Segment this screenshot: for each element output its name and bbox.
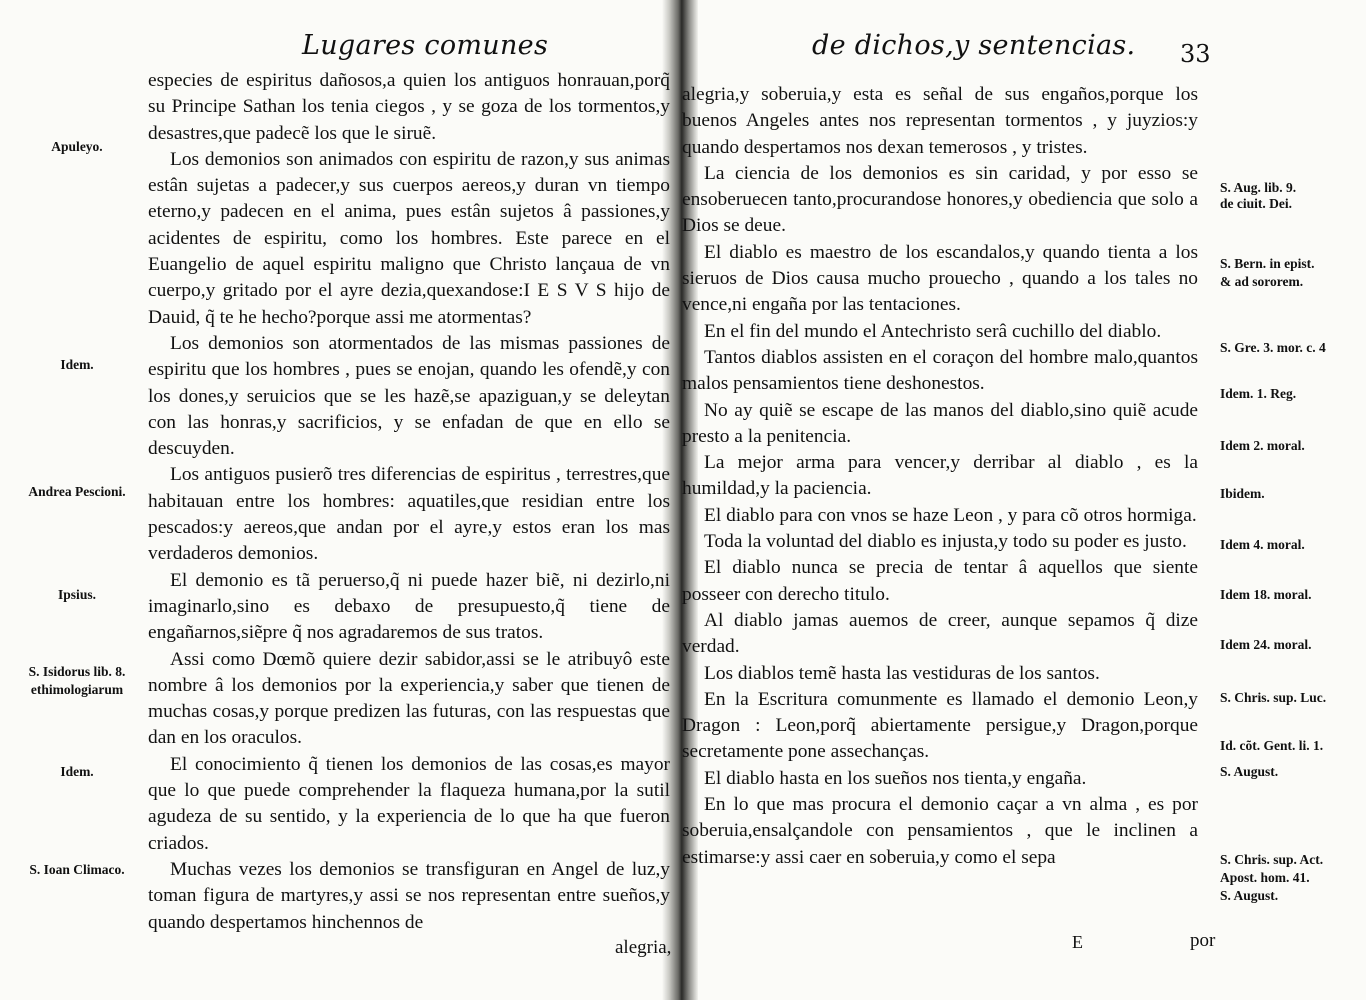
margin-note: S. Gre. 3. mor. c. 4 — [1220, 340, 1326, 355]
margin-note: S. Aug. lib. 9. — [1220, 180, 1297, 195]
right-catchword: por — [1190, 930, 1216, 951]
margin-note: & ad sororem. — [1220, 274, 1304, 289]
paragraph: La mejor arma para vencer,y derribar al diablo , es la humildad,y la paciencia. — [682, 452, 1198, 500]
margin-note: Apuleyo. — [51, 139, 103, 154]
margin-note: Idem. — [60, 357, 94, 372]
margin-note: Andrea Pescioni. — [28, 484, 126, 499]
margin-note: Idem 24. moral. — [1220, 637, 1312, 652]
left-running-head: Lugares comunes — [302, 30, 549, 61]
paragraph: El diablo es maestro de los escandalos,y quando tienta a los sieruos de Dios causa mucho prouecho , quando a los tales no vence,ni engaña por las tentaciones. — [682, 241, 1198, 316]
margin-note: Idem. — [60, 764, 94, 779]
right-running-head: de dichos,y sentencias. — [812, 30, 1136, 61]
margin-note: ethimologiarum — [30, 682, 124, 697]
margin-note: Id. cõt. Gent. li. 1. — [1220, 738, 1324, 753]
paragraph: El diablo hasta en los sueños nos tienta,y engaña. — [704, 767, 1087, 789]
margin-note: Idem 2. moral. — [1220, 438, 1305, 453]
paragraph: Tantos diablos assisten en el coraçon del hombre malo,quantos malos pensamientos tiene deshonestos. — [682, 346, 1198, 395]
paragraph: Al diablo jamas auemos de creer, aunque sepamos q̃ dize verdad. — [682, 609, 1198, 658]
paragraph: Toda la voluntad del diablo es injusta,y todo su poder es justo. — [704, 531, 1187, 553]
paragraph: En lo que mas procura el demonio caçar a vn alma , es por soberuia,ensalçandole con pensamientos , que le inclinen a estimarse:y assi caer en soberuia,y como el sepa — [682, 794, 1198, 868]
margin-note: Idem 4. moral. — [1220, 537, 1305, 552]
right-page — [682, 0, 1366, 1000]
left-page — [0, 0, 672, 1000]
paragraph: especies de espiritus dañosos,a quien los antiguos honrauan,porq̃ su Principe Sathan los tenia ciegos , y se goza de los tormentos,y desastres,que padecẽ los que le siruẽ. — [148, 70, 670, 144]
margin-note: de ciuit. Dei. — [1220, 196, 1292, 211]
margin-note: Ipsius. — [58, 587, 96, 602]
left-body-text — [148, 68, 670, 936]
paragraph: No ay quiẽ se escape de las manos del diablo,sino quiẽ acude presto a la penitencia. — [682, 399, 1198, 447]
margin-note: S. Chris. sup. Act. — [1220, 852, 1324, 867]
paragraph: alegria,y soberuia,y esta es señal de sus engaños,porque los buenos Angeles antes nos representan tormentos , y juyzios:y quando despertamos nos dexan temerosos , y tristes. — [682, 84, 1198, 158]
paragraph: En el fin del mundo el Antechristo serâ cuchillo del diablo. — [704, 320, 1162, 342]
margin-note: S. August. — [1220, 888, 1279, 903]
signature-mark: E — [1072, 932, 1083, 952]
paragraph: Assi como Dœmõ quiere dezir sabidor,assi se le atribuyô este nombre â los demonios por la experiencia,y saber que tienen de muchas cosas,y porque predizen las futuras, con las respuestas que dan en los oraculos. — [148, 648, 670, 749]
paragraph: El diablo para con vnos se haze Leon , y para cõ otros hormiga. — [704, 504, 1197, 526]
margin-note: Idem. 1. Reg. — [1220, 386, 1297, 401]
paragraph: Los diablos temẽ hasta las vestiduras de los santos. — [704, 662, 1100, 684]
paragraph: Los antiguos pusierõ tres diferencias de espiritus , terrestres,que habitauan entre los hombres: aquatiles,que residian entre los pescados:y aereos,que andan por el ayre,y estos eran los mas verdaderos demonios. — [148, 464, 670, 565]
paragraph: El demonio es tã peruerso,q̃ ni puede hazer biẽ, ni dezirlo,ni imaginarlo,sino es debaxo de presupuesto,q̃ tiene de engañarnos,siẽpre q̃ nos agradaremos de sus tratos. — [148, 569, 670, 644]
paragraph: En la Escritura comunmente es llamado el demonio Leon,y Dragon : Leon,porq̃ abiertamente persigue,y Dragon,porque secretamente pone assechanças. — [682, 688, 1198, 763]
margin-note: Idem 18. moral. — [1220, 587, 1312, 602]
right-body-text — [682, 82, 1198, 871]
margin-note: S. Isidorus lib. 8. — [28, 664, 126, 679]
paragraph: Muchas vezes los demonios se transfiguran en Angel de luz,y toman figura de martyres,y assi se nos representan entre sueños,y quando despertamos hinchennos de — [148, 858, 670, 933]
paragraph: Los demonios son atormentados de las mismas passiones de espiritu que los hombres , pues se enojan, quando les ofendẽ,y con los dones,y seruicios que se les hazẽ,se apaziguan,y se deleytan con las honras,y sacrificios, y se enfadan de que en ello se descuyden. — [148, 332, 670, 460]
margin-note: Apost. hom. 41. — [1220, 870, 1310, 885]
paragraph: Los demonios son animados con espiritu de razon,y sus animas estân sujetas a padecer,y sus cuerpos aereos,y duran vn tiempo eterno,y padecen en el anima, pues estân sujetos â passiones,y acidentes de espiritu, como los hombres. Este parece en el Euangelio de aquel espiritu maligno que Christo lançaua de vn cuerpo,y gritado por el ayre dezia,quexandose:I E S V S hijo de Dauid, q̃ te he hecho?porque assi me atormentas? — [148, 148, 670, 328]
paragraph: El conocimiento q̃ tienen los demonios de las cosas,es mayor que lo que puede comprehender la flaqueza humana,por la sutil agudeza de su sentido, y la experiencia de lo que ha que fueron criados. — [148, 753, 670, 854]
margin-note: S. Ioan Climaco. — [29, 862, 125, 877]
page-number: 33 — [1180, 40, 1211, 68]
paragraph: La ciencia de los demonios es sin caridad, y por esso se ensoberuecen tanto,procurandose honores,y obediencia que solo a Dios se deue. — [682, 162, 1198, 237]
margin-note: S. Chris. sup. Luc. — [1220, 690, 1327, 705]
margin-note: S. August. — [1220, 764, 1279, 779]
left-catchword: alegria, — [615, 937, 672, 958]
margin-note: S. Bern. in epist. — [1220, 256, 1315, 271]
margin-note: Ibidem. — [1220, 486, 1265, 501]
paragraph: El diablo nunca se precia de tentar â aquellos que siente posseer con derecho titulo. — [682, 557, 1198, 605]
